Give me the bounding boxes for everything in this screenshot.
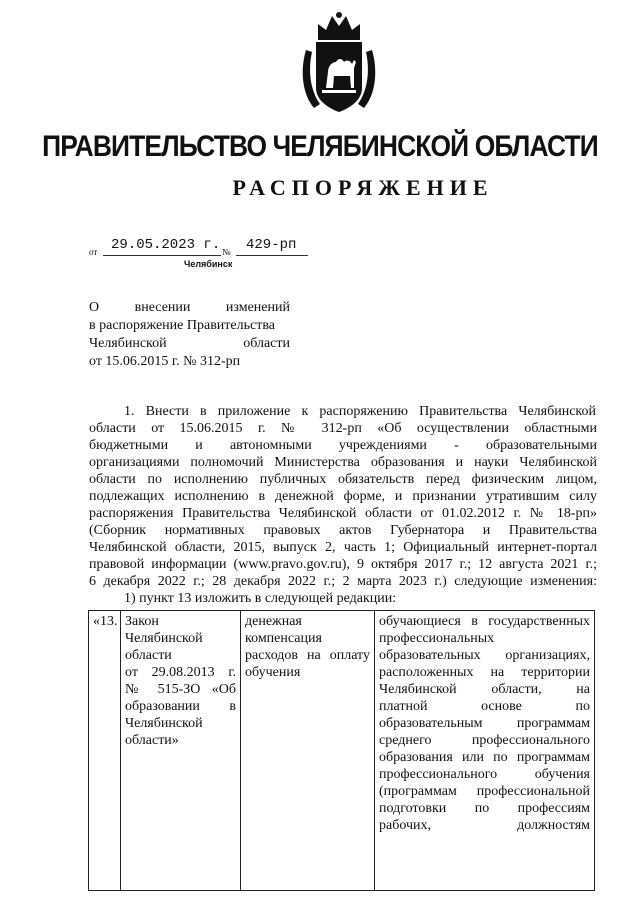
document-number: 429-рп	[246, 237, 297, 253]
body-line: (Сборник нормативных правовых актов Губернатора и Правительства	[89, 523, 597, 538]
subject-line: Челябинской области	[89, 336, 290, 351]
coat-of-arms-emblem	[298, 10, 380, 116]
recipients-line: образовательным программам	[379, 716, 590, 731]
body-line: области от 15.06.2015 г. № 312-рп «Об осуществлении областными	[89, 421, 597, 436]
recipients-line: Челябинской области, на	[379, 682, 590, 697]
recipients-line: профессионального обучения	[379, 767, 590, 782]
body-line: 1. Внести в приложение к распоряжению Правительства Челябинской	[124, 404, 596, 419]
body-line: Челябинской области, 2015, выпуск 2, часть 1; Официальный интернет-портал	[89, 540, 597, 555]
recipients-line: платной основе по	[379, 699, 590, 714]
payment-type-cell	[241, 611, 375, 891]
subject-line: от 15.06.2015 г. № 312-рп	[89, 354, 241, 369]
body-line: распоряжения Правительства Челябинской области от 01.02.2012 г. № 18-рп»	[89, 506, 597, 521]
recipients-line: образования или по программам	[379, 750, 590, 765]
payment-line: расходов на оплату	[245, 648, 370, 663]
recipients-line: расположенных на территории	[379, 665, 590, 680]
law-line: Челябинской	[125, 716, 203, 731]
law-line: от 29.08.2013 г.	[125, 665, 236, 680]
document-date: 29.05.2023 г.	[111, 237, 221, 253]
table-row	[89, 611, 595, 891]
subject-line: в распоряжение Правительства	[89, 318, 275, 333]
recipients-line: обучающиеся в государственных	[379, 614, 590, 629]
number-prefix-label: №	[222, 247, 231, 257]
date-prefix-label: от	[89, 247, 98, 257]
payment-line: компенсация	[245, 631, 322, 646]
payment-line: обучения	[245, 665, 301, 680]
body-line: организациями полномочий Министерства образования и науки Челябинской	[89, 455, 597, 470]
recipients-line: профессиональных	[379, 631, 495, 646]
recipients-line: (программам профессиональной	[379, 784, 590, 799]
recipients-line: рабочих, должностям	[379, 818, 590, 833]
number-underline	[236, 255, 308, 256]
item-number: «13.	[93, 614, 118, 629]
subject-line: О внесении изменений	[89, 300, 290, 315]
date-underline	[103, 255, 221, 256]
body-line: 6 декабря 2022 г.; 28 декабря 2022 г.; 2 марта 2023 г.) следующие изменения:	[89, 574, 597, 589]
recipients-line: среднего профессионального	[379, 733, 590, 748]
city-label: Челябинск	[184, 259, 233, 269]
law-line: Закон	[125, 614, 159, 629]
document-type-title: РАСПОРЯЖЕНИЕ	[232, 175, 494, 200]
law-line: Челябинской	[125, 631, 203, 646]
government-title: ПРАВИТЕЛЬСТВО ЧЕЛЯБИНСКОЙ ОБЛАСТИ	[42, 130, 598, 163]
recipients-line: подготовки по профессиям	[379, 801, 590, 816]
body-line: подлежащих исполнению в денежной форме, и признании утратившим силу	[89, 489, 597, 504]
amendment-table	[88, 610, 595, 891]
law-line: области»	[125, 733, 179, 748]
law-cell	[121, 611, 241, 891]
recipients-line: образовательных организациях,	[379, 648, 590, 663]
payment-line: денежная	[245, 614, 302, 629]
law-line: образовании в	[125, 699, 236, 714]
recipients-cell	[375, 611, 595, 891]
law-line: № 515-ЗО «Об	[125, 682, 236, 697]
item-number-cell	[89, 611, 121, 891]
body-line: правовой информации (www.pravo.gov.ru), 9 октября 2017 г.; 12 августа 2021 г.;	[89, 557, 597, 572]
body-line: области по исполнению публичных обязательств перед физическим лицом,	[89, 472, 597, 487]
body-line: бюджетными и автономными учреждениями - образовательными	[89, 438, 597, 453]
law-line: области	[125, 648, 172, 663]
body-line: 1) пункт 13 изложить в следующей редакции:	[124, 591, 397, 606]
